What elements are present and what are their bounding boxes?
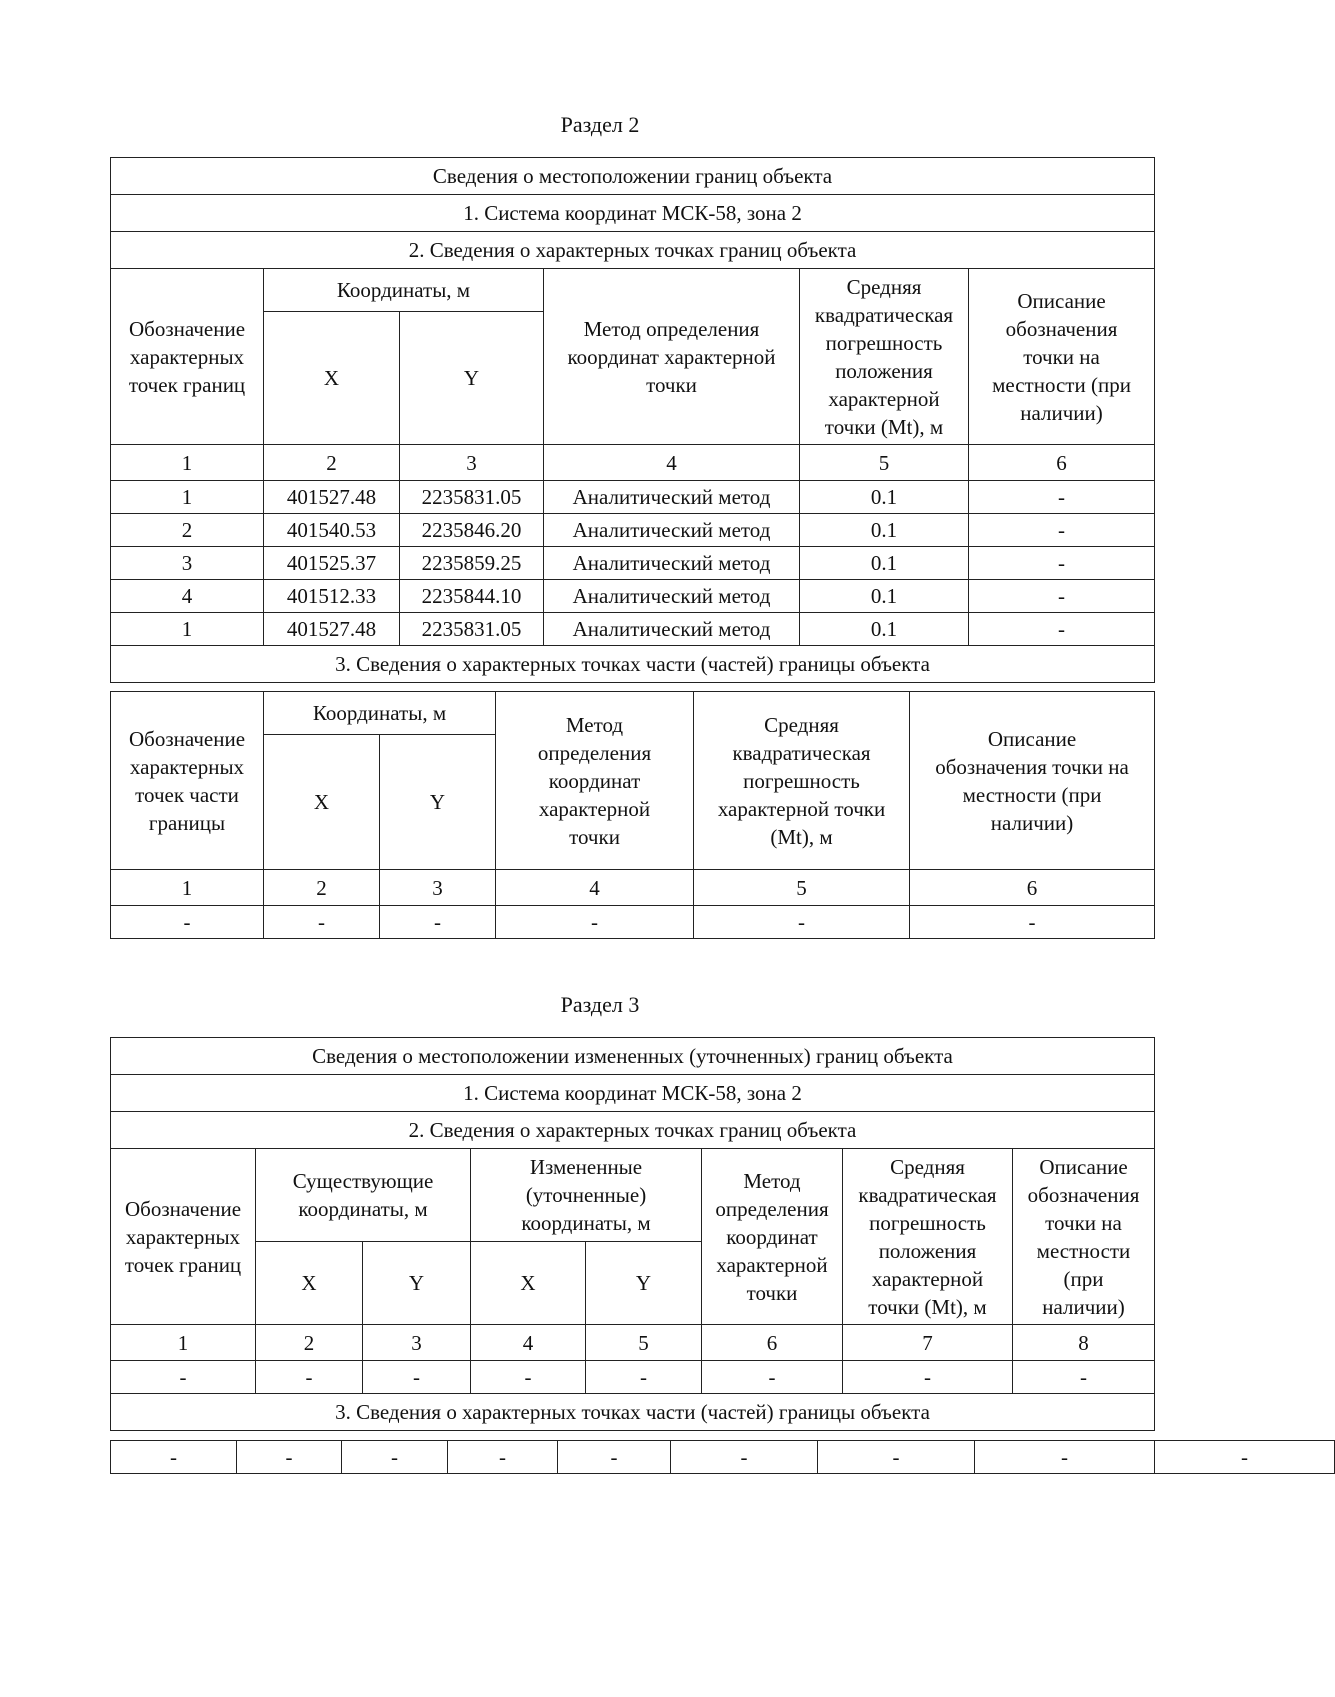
point-cell: 2: [111, 514, 264, 547]
point-cell: 2235831.05: [400, 481, 544, 514]
column-number: 5: [694, 870, 910, 906]
s3-part-cell: -: [671, 1441, 818, 1474]
section-2-points-numbers-row: [111, 445, 1155, 481]
s3-point-cell: -: [471, 1361, 586, 1394]
column-number: 2: [256, 1325, 363, 1361]
part-cell: -: [694, 906, 910, 939]
section-2-parts-header-row: [111, 692, 1155, 735]
section-2-title: Раздел 2: [560, 112, 640, 137]
s3-point-cell: -: [843, 1361, 1013, 1394]
section-2-header: Сведения о местоположении границ объекта: [111, 158, 1155, 195]
point-cell: 2235844.10: [400, 580, 544, 613]
point-cell: 0.1: [800, 613, 969, 646]
point-cell: 2235859.25: [400, 547, 544, 580]
column-number: 6: [702, 1325, 843, 1361]
section-3-parts-table: [110, 1440, 1335, 1474]
point-cell: Аналитический метод: [544, 547, 800, 580]
point-row: [111, 514, 1155, 547]
s3-part-cell: -: [1155, 1441, 1335, 1474]
section-3-points-numbers-row: [111, 1325, 1155, 1361]
section-3-header-row: [111, 1038, 1155, 1075]
s3-point-cell: -: [256, 1361, 363, 1394]
s3-part-cell: -: [342, 1441, 448, 1474]
point-cell: 3: [111, 547, 264, 580]
s3-column-header-error: Средняя квадратическая погрешность положения характерной точки (Mt), м: [843, 1149, 1013, 1325]
part-cell: -: [264, 906, 380, 939]
section-2-parts-table: [110, 691, 1155, 939]
section-3-points-heading-row: [111, 1112, 1155, 1149]
column-number: 8: [1013, 1325, 1155, 1361]
column-number: 3: [380, 870, 496, 906]
part-cell: -: [380, 906, 496, 939]
point-row: [111, 580, 1155, 613]
column-number: 1: [111, 1325, 256, 1361]
point-row: [111, 547, 1155, 580]
column-number: 6: [910, 870, 1155, 906]
s3-column-header-method: Метод определения координат характерной точки: [702, 1149, 843, 1325]
section-2-parts-heading-row: [111, 646, 1155, 683]
s3-column-header-designation: Обозначение характерных точек границ: [111, 1149, 256, 1325]
column-number: 4: [471, 1325, 586, 1361]
column-header-designation: Обозначение характерных точек границ: [111, 269, 264, 445]
point-cell: 401540.53: [264, 514, 400, 547]
column-number: 3: [400, 445, 544, 481]
s3-column-header-existing: Существующие координаты, м: [256, 1149, 471, 1242]
s3-point-cell: -: [1013, 1361, 1155, 1394]
point-cell: 401525.37: [264, 547, 400, 580]
point-cell: 0.1: [800, 514, 969, 547]
section-2-coord-system-row: [111, 195, 1155, 232]
column-number: 2: [264, 870, 380, 906]
column-number: 5: [800, 445, 969, 481]
parts-column-header-y: Y: [380, 735, 496, 870]
point-cell: 0.1: [800, 580, 969, 613]
column-number: 3: [363, 1325, 471, 1361]
s3-part-cell: -: [237, 1441, 342, 1474]
column-header-description: Описание обозначения точки на местности (при наличии): [969, 269, 1155, 445]
section-3-parts-heading: 3. Сведения о характерных точках части (частей) границы объекта: [111, 1394, 1155, 1431]
parts-column-header-coordinates: Координаты, м: [264, 692, 496, 735]
section-2-parts-heading: 3. Сведения о характерных точках части (частей) границы объекта: [111, 646, 1155, 683]
column-number: 7: [843, 1325, 1013, 1361]
parts-column-header-method: Метод определения координат характерной точки: [496, 692, 694, 870]
column-number: 1: [111, 870, 264, 906]
s3-column-header-y2: Y: [586, 1242, 702, 1325]
point-cell: -: [969, 613, 1155, 646]
section-2-points-heading: 2. Сведения о характерных точках границ объекта: [111, 232, 1155, 269]
part-cell: -: [111, 906, 264, 939]
point-cell: 0.1: [800, 481, 969, 514]
point-cell: 2235846.20: [400, 514, 544, 547]
point-cell: 401527.48: [264, 481, 400, 514]
parts-column-header-designation: Обозначение характерных точек части границы: [111, 692, 264, 870]
s3-part-row: [111, 1441, 1335, 1474]
section-3-parts-heading-row: [111, 1394, 1155, 1431]
column-number: 1: [111, 445, 264, 481]
point-cell: 0.1: [800, 547, 969, 580]
s3-column-header-description: Описание обозначения точки на местности (при наличии): [1013, 1149, 1155, 1325]
point-cell: -: [969, 481, 1155, 514]
s3-point-cell: -: [363, 1361, 471, 1394]
parts-column-header-x: X: [264, 735, 380, 870]
section-3-title: Раздел 3: [560, 992, 640, 1017]
column-number: 6: [969, 445, 1155, 481]
s3-part-cell: -: [448, 1441, 558, 1474]
section-3-points-header-row: [111, 1149, 1155, 1242]
column-header-x: X: [264, 312, 400, 445]
point-cell: 4: [111, 580, 264, 613]
section-3-coord-system: 1. Система координат МСК-58, зона 2: [111, 1075, 1155, 1112]
point-cell: -: [969, 547, 1155, 580]
column-header-method: Метод определения координат характерной точки: [544, 269, 800, 445]
point-cell: 2235831.05: [400, 613, 544, 646]
s3-column-header-x2: X: [471, 1242, 586, 1325]
s3-column-header-changed: Измененные (уточненные) координаты, м: [471, 1149, 702, 1242]
column-header-coordinates: Координаты, м: [264, 269, 544, 312]
point-cell: Аналитический метод: [544, 514, 800, 547]
section-3-points-heading: 2. Сведения о характерных точках границ объекта: [111, 1112, 1155, 1149]
section-2-points-header-row: [111, 269, 1155, 312]
section-3-header: Сведения о местоположении измененных (уточненных) границ объекта: [111, 1038, 1155, 1075]
column-number: 2: [264, 445, 400, 481]
section-2-table: [110, 157, 1155, 683]
section-2-header-row: [111, 158, 1155, 195]
part-cell: -: [496, 906, 694, 939]
column-number: 4: [544, 445, 800, 481]
point-cell: 1: [111, 481, 264, 514]
point-cell: -: [969, 580, 1155, 613]
s3-point-cell: -: [111, 1361, 256, 1394]
s3-point-cell: -: [586, 1361, 702, 1394]
point-row: [111, 481, 1155, 514]
part-cell: -: [910, 906, 1155, 939]
s3-part-cell: -: [111, 1441, 237, 1474]
s3-column-header-x1: X: [256, 1242, 363, 1325]
section-2-coord-system: 1. Система координат МСК-58, зона 2: [111, 195, 1155, 232]
parts-column-header-description: Описание обозначения точки на местности (при наличии): [910, 692, 1155, 870]
part-row: [111, 906, 1155, 939]
section-2-points-heading-row: [111, 232, 1155, 269]
section-2-parts-numbers-row: [111, 870, 1155, 906]
point-row: [111, 613, 1155, 646]
point-cell: Аналитический метод: [544, 580, 800, 613]
section-3-table: [110, 1037, 1155, 1431]
point-cell: 401527.48: [264, 613, 400, 646]
s3-point-cell: -: [702, 1361, 843, 1394]
s3-point-row: [111, 1361, 1155, 1394]
s3-column-header-y1: Y: [363, 1242, 471, 1325]
s3-part-cell: -: [818, 1441, 975, 1474]
s3-part-cell: -: [558, 1441, 671, 1474]
parts-column-header-error: Средняя квадратическая погрешность характерной точки (Mt), м: [694, 692, 910, 870]
point-cell: -: [969, 514, 1155, 547]
point-cell: Аналитический метод: [544, 481, 800, 514]
column-number: 4: [496, 870, 694, 906]
point-cell: Аналитический метод: [544, 613, 800, 646]
section-3-coord-system-row: [111, 1075, 1155, 1112]
column-header-error: Средняя квадратическая погрешность положения характерной точки (Mt), м: [800, 269, 969, 445]
s3-part-cell: -: [975, 1441, 1155, 1474]
column-number: 5: [586, 1325, 702, 1361]
point-cell: 1: [111, 613, 264, 646]
point-cell: 401512.33: [264, 580, 400, 613]
column-header-y: Y: [400, 312, 544, 445]
